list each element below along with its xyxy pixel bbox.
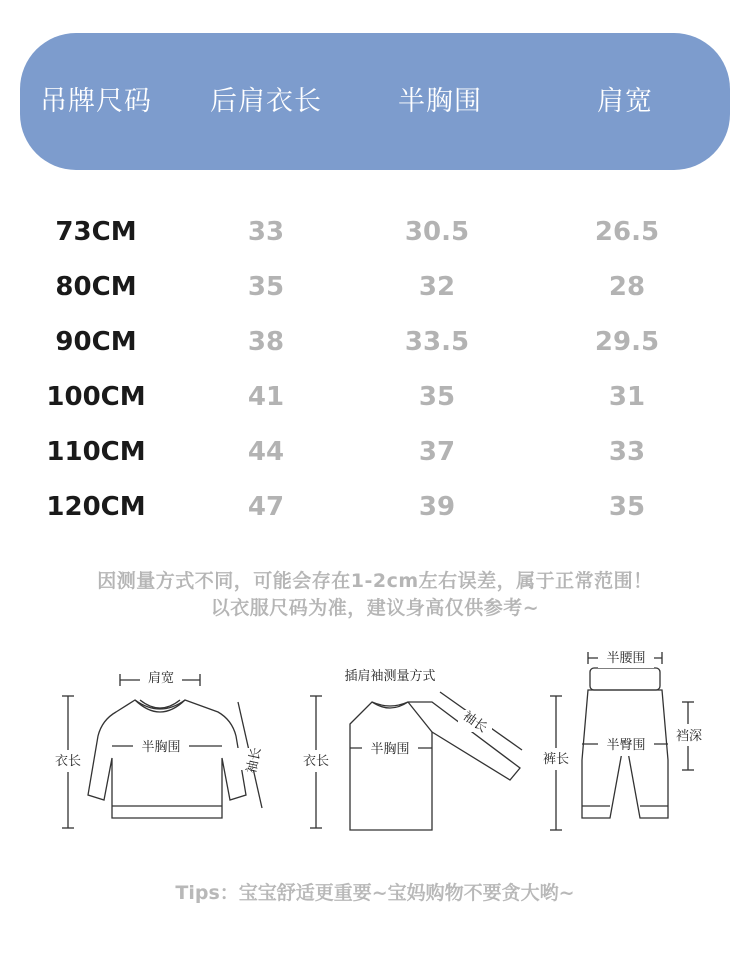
raglan-collar-icon [372, 702, 408, 708]
table-row [0, 212, 750, 252]
chest-cell: 32 [418, 272, 456, 302]
pants-rise-label: 裆深 [675, 729, 703, 744]
pants-length-label: 裤长 [542, 752, 570, 767]
table-row [0, 432, 750, 472]
header-half-chest: 半胸围 [398, 86, 482, 117]
chest-cell: 33.5 [404, 327, 470, 357]
raglan-seam-icon [408, 702, 432, 732]
length-cell: 47 [247, 492, 285, 522]
raglan-chest-label: 半胸围 [370, 742, 410, 757]
shoulder-cell: 26.5 [594, 217, 660, 247]
sweater-shoulder-label: 肩宽 [147, 671, 175, 686]
sweater-length-label: 衣长 [54, 754, 82, 769]
tips-text: Tips：宝宝舒适更重要~宝妈购物不要贪大哟~ [175, 882, 575, 904]
table-row [0, 487, 750, 527]
chest-cell: 35 [418, 382, 456, 412]
table-row [0, 322, 750, 362]
raglan-sleeve-label: 袖长 [459, 708, 490, 737]
chest-cell: 30.5 [404, 217, 470, 247]
length-cell: 33 [247, 217, 285, 247]
shoulder-cell: 33 [608, 437, 646, 467]
pants-hip-label: 半臀围 [606, 738, 646, 753]
shoulder-cell: 28 [608, 272, 646, 302]
sweater-chest-label: 半胸围 [141, 740, 181, 755]
shoulder-cell: 31 [608, 382, 646, 412]
sweater-outline-icon [88, 700, 246, 818]
size-cell: 120CM [46, 492, 146, 522]
length-cell: 38 [247, 327, 285, 357]
size-cell: 73CM [55, 217, 137, 247]
length-cell: 44 [247, 437, 285, 467]
pants-waist-label: 半腰围 [606, 651, 646, 666]
measurement-diagrams [0, 640, 750, 855]
length-cell: 35 [247, 272, 285, 302]
header-shoulder-width: 肩宽 [597, 86, 653, 117]
raglan-length-label: 衣长 [302, 754, 330, 769]
length-cell: 41 [247, 382, 285, 412]
shoulder-cell: 35 [608, 492, 646, 522]
waistband-icon [590, 668, 660, 690]
header-size: 吊牌尺码 [40, 86, 152, 117]
chest-cell: 39 [418, 492, 456, 522]
shoulder-cell: 29.5 [594, 327, 660, 357]
table-row [0, 377, 750, 417]
raglan-title-label: 插肩袖测量方式 [344, 669, 436, 684]
sweater-sleeve-label: 袖长 [244, 746, 265, 775]
size-cell: 100CM [46, 382, 146, 412]
chest-cell: 37 [418, 437, 456, 467]
table-row [0, 267, 750, 307]
size-cell: 90CM [55, 327, 137, 357]
raglan-outline-icon [350, 702, 520, 830]
header-back-length: 后肩衣长 [210, 86, 322, 117]
size-cell: 80CM [55, 272, 137, 302]
measurement-note: 因测量方式不同，可能会存在1-2cm左右误差，属于正常范围！ [97, 570, 653, 592]
size-advice-note: 以衣服尺码为准，建议身高仅供参考~ [210, 597, 540, 619]
size-cell: 110CM [46, 437, 146, 467]
